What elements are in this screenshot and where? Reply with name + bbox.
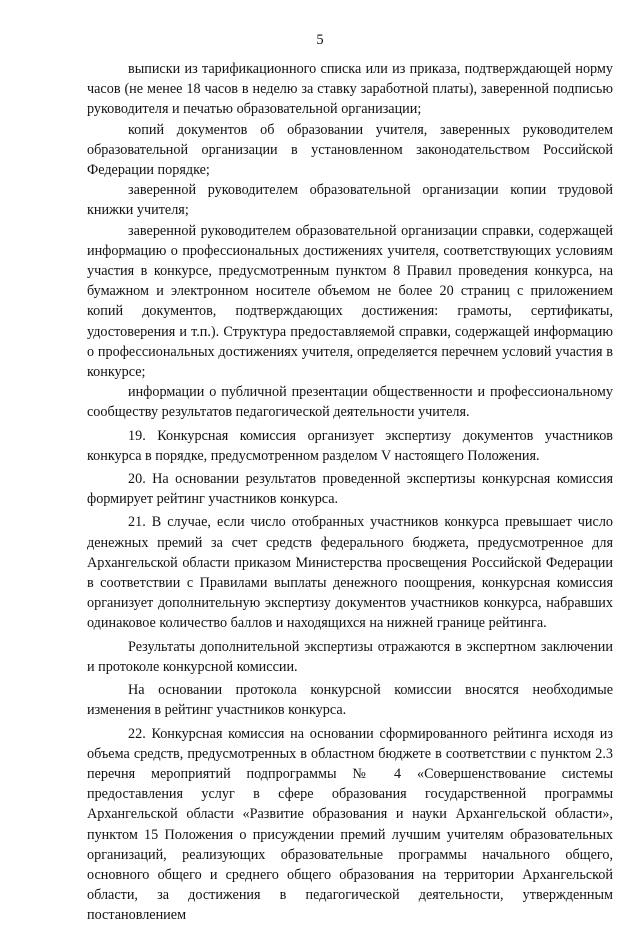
- paragraph-item-20: 20. На основании результатов проведенной экспертизы конкурсная комиссия формирует рейтинг участников конкурса.: [87, 471, 613, 508]
- paragraph-item-22: 22. Конкурсная комиссия на основании сформированного рейтинга исходя из объема средств, предусмотренных в областном бюджете в соответствии с пунктом 2.3 перечня мероприятий подпрограммы № 4 «Совершенствование системы предоставления услуг в сфере образования государственной программы Архангельской области «Развитие образования и науки Архангельской области», пунктом 15 Положения о присуждении премий лучшим учителям образовательных организаций, реализующих образовательные программы начального общего, основного общего и среднего общего образования на территории Архангельской области, за достижения в педагогической деятельности, утвержденным постановлением: [87, 725, 613, 924]
- paragraph-education-documents: копий документов об образовании учителя, заверенных руководителем образовательной организации в установленном законодательством Российской Федерации порядке;: [87, 121, 613, 179]
- paragraph-employment-book: заверенной руководителем образовательной организации копии трудовой книжки учителя;: [87, 182, 613, 219]
- paragraph-public-presentation: информации о публичной презентации общественности и профессиональному сообществу результатов педагогической деятельности учителя.: [87, 384, 613, 421]
- paragraph-achievements-certificate: заверенной руководителем образовательной организации справки, содержащей информацию о профессиональных достижениях учителя, соответствующих условиям участия в конкурсе, предусмотренным пунктом 8 Правил проведения конкурса, на бумажном и электронном носителе объемом не более 20 страниц с приложением копий документов, подтверждающих достижения: грамоты, сертификаты, удостоверения и т.п.). Структура предоставляемой справки, содержащей информацию о профессиональных достижениях учителя, определяется перечнем условий участия в конкурсе;: [87, 222, 613, 381]
- paragraph-item-21: 21. В случае, если число отобранных участников конкурса превышает число денежных премий за счет средств федерального бюджета, предусмотренное для Архангельской области приказом Министерства просвещения Российской Федерации в соответствии с Правилами выплаты денежного поощрения, конкурсная комиссия организует дополнительную экспертизу документов участников конкурса, набравших одинаковое количество баллов и находящихся на нижней границе рейтинга.: [87, 514, 613, 632]
- paragraph-additional-expertise-results: Результаты дополнительной экспертизы отражаются в экспертном заключении и протоколе конкурсной комиссии.: [87, 638, 613, 675]
- paragraph-rating-changes: На основании протокола конкурсной комиссии вносятся необходимые изменения в рейтинг участников конкурса.: [87, 682, 613, 719]
- document-body: [87, 59, 613, 926]
- paragraph-item-19: 19. Конкурсная комиссия организует экспертизу документов участников конкурса в порядке, предусмотренном разделом V настоящего Положения.: [87, 427, 613, 464]
- page-number: 5: [316, 32, 324, 48]
- paragraph-extract-tariff-list: выписки из тарификационного списка или из приказа, подтверждающей норму часов (не менее 18 часов в неделю за ставку заработной платы), заверенной подписью руководителя и печатью образовательной организации;: [87, 61, 613, 118]
